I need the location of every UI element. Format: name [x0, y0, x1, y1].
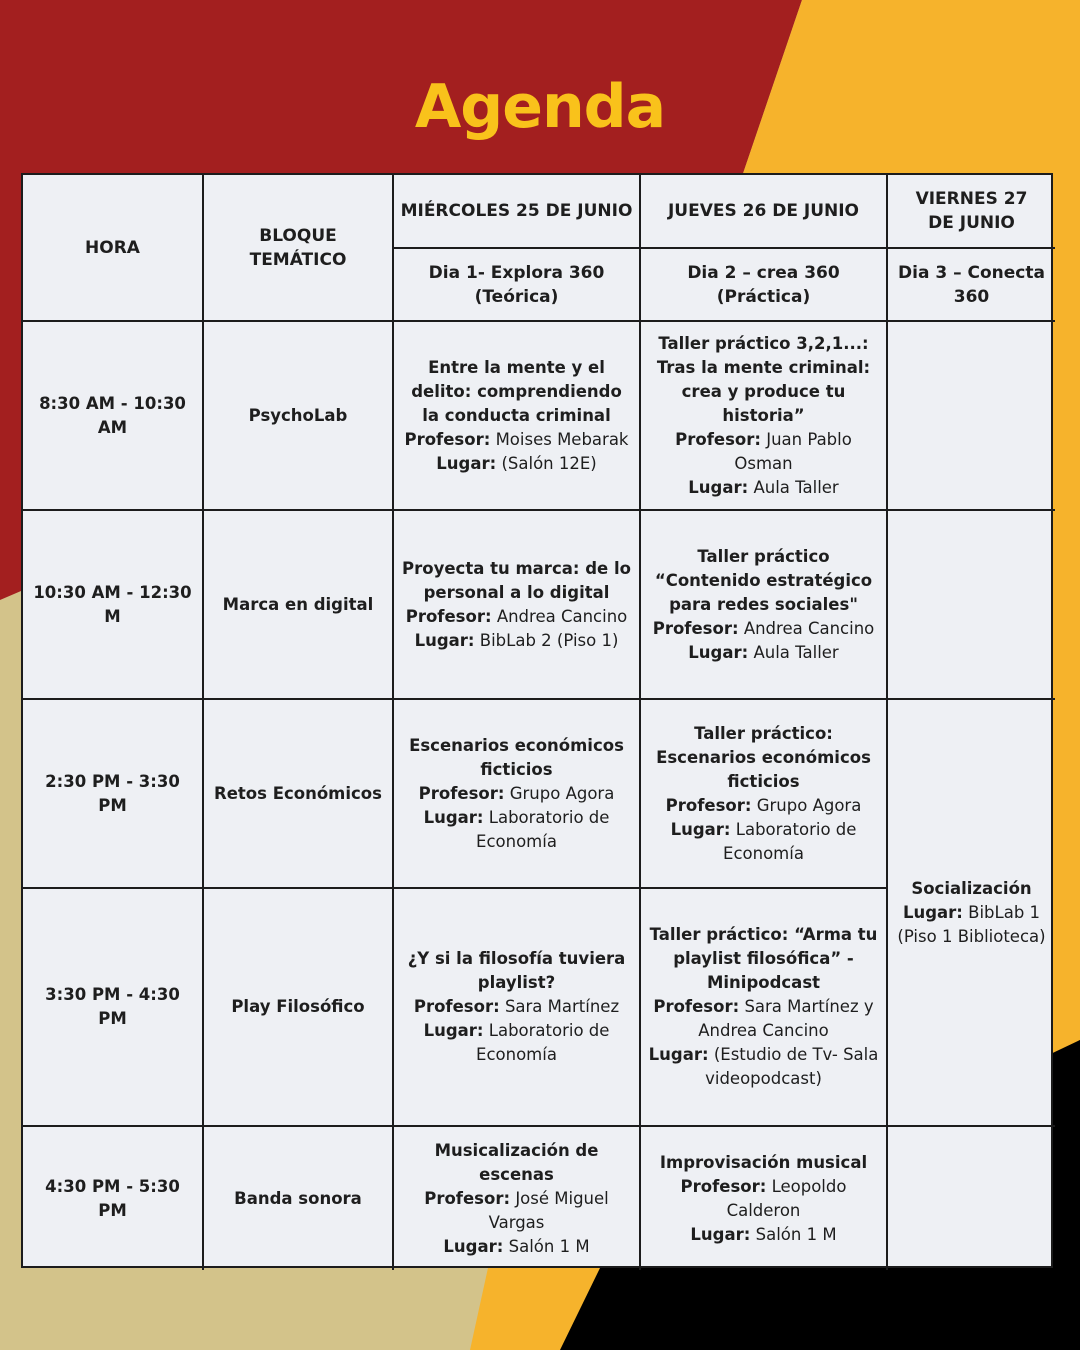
profesor-label: Profesor: [404, 429, 491, 449]
page-title: Agenda [414, 72, 666, 142]
lugar-value: Salón 1 M [508, 1236, 590, 1256]
session-cell-day1 [394, 700, 641, 889]
session-title: ¿Y si la filosofía tuviera playlist? [407, 949, 626, 992]
session-cell-day1 [394, 889, 641, 1127]
session-profesor [414, 995, 619, 1019]
lugar-value: Laboratorio de Economía [476, 1021, 610, 1064]
session-title: Taller práctico: “Arma tu playlist filosófica” - Minipodcast [649, 925, 878, 992]
session-profesor [647, 995, 880, 1043]
profesor-value: Sara Martínez [504, 997, 620, 1016]
header-hora: HORA [23, 175, 204, 322]
profesor-value: Andrea Cancino [743, 618, 875, 638]
profesor-label: Profesor: [424, 1188, 511, 1208]
session-title: Taller práctico 3,2,1...: Tras la mente criminal: crea y produce tu historia” [656, 333, 871, 425]
profesor-label: Profesor: [680, 1176, 767, 1196]
block-cell: Marca en digital [204, 511, 394, 700]
block-cell: Banda sonora [204, 1127, 394, 1270]
lugar-value: (Estudio de Tv- Sala videopodcast) [705, 1045, 879, 1088]
lugar-label: Lugar: [690, 1224, 751, 1244]
header-day1-sub: Dia 1- Explora 360 (Teórica) [394, 249, 641, 322]
session-lugar [415, 629, 619, 653]
session-title: Musicalización de escenas [434, 1140, 599, 1184]
session-lugar [443, 1235, 589, 1259]
session-profesor [419, 782, 615, 806]
session-cell-day2 [641, 1127, 888, 1270]
session-lugar [400, 806, 633, 854]
session-cell-day1 [394, 322, 641, 511]
lugar-value: Laboratorio de Economía [723, 819, 857, 863]
agenda-table [21, 173, 1053, 1268]
session-lugar [647, 1043, 880, 1091]
session-title: Proyecta tu marca: de lo personal a lo digital [402, 558, 631, 602]
profesor-value: Grupo Agora [509, 783, 615, 803]
session-cell-day2 [641, 322, 888, 511]
session-lugar [436, 452, 596, 476]
session-cell-day2 [641, 700, 888, 889]
header-day2-sub: Dia 2 – crea 360 (Práctica) [641, 249, 888, 322]
empty-cell-day3 [888, 511, 1055, 700]
profesor-label: Profesor: [413, 997, 500, 1016]
lugar-label: Lugar: [436, 453, 497, 473]
lugar-value: Laboratorio de Economía [476, 807, 610, 851]
time-cell: 8:30 AM - 10:30 AM [23, 322, 204, 511]
session-lugar [647, 818, 880, 866]
session-lugar [688, 641, 838, 665]
session-title: Improvisación musical [659, 1152, 868, 1172]
session-cell-day2 [641, 889, 888, 1127]
profesor-value: Moises Mebarak [495, 429, 629, 449]
session-profesor [653, 617, 875, 641]
header-day3: VIERNES 27 DE JUNIO [888, 175, 1055, 249]
session-title: Taller práctico “Contenido estratégico para redes sociales" [654, 546, 873, 614]
profesor-label: Profesor: [652, 618, 739, 638]
lugar-value: Salón 1 M [755, 1224, 837, 1244]
header-bloque: BLOQUE TEMÁTICO [204, 175, 394, 322]
profesor-label: Profesor: [675, 429, 761, 449]
profesor-value: Sara Martínez y Andrea Cancino [698, 997, 874, 1040]
session-cell-day1 [394, 511, 641, 700]
lugar-label: Lugar: [670, 819, 731, 839]
session-profesor [406, 605, 628, 629]
session-profesor [647, 428, 880, 476]
lugar-label: Lugar: [688, 642, 749, 662]
lugar-value: Aula Taller [753, 477, 839, 497]
session-profesor [666, 794, 862, 818]
socializacion-title: Socialización [911, 878, 1032, 898]
lugar-value: (Salón 12E) [501, 453, 597, 473]
empty-cell-day3 [888, 1127, 1055, 1270]
profesor-label: Profesor: [405, 606, 492, 626]
lugar-label: Lugar: [648, 1045, 709, 1064]
lugar-value: BibLab 1 (Piso 1 Biblioteca) [897, 902, 1046, 946]
empty-cell-day3 [888, 322, 1055, 511]
profesor-value: Andrea Cancino [496, 606, 628, 626]
profesor-label: Profesor: [665, 795, 752, 815]
lugar-label: Lugar: [902, 902, 963, 922]
session-profesor [404, 428, 628, 452]
session-cell-day1 [394, 1127, 641, 1270]
socializacion-lugar [894, 901, 1049, 949]
header-day3-sub: Dia 3 – Conecta 360 [888, 249, 1055, 322]
block-cell: Play Filosófico [204, 889, 394, 1127]
session-lugar [690, 1223, 836, 1247]
time-cell: 10:30 AM - 12:30 M [23, 511, 204, 700]
session-cell-day2 [641, 511, 888, 700]
lugar-label: Lugar: [688, 477, 749, 497]
block-cell: PsychoLab [204, 322, 394, 511]
lugar-label: Lugar: [443, 1236, 504, 1256]
lugar-label: Lugar: [423, 1021, 484, 1040]
header-day2: JUEVES 26 DE JUNIO [641, 175, 888, 249]
time-cell: 2:30 PM - 3:30 PM [23, 700, 204, 889]
lugar-label: Lugar: [414, 630, 475, 650]
socializacion-cell [888, 700, 1055, 1127]
header-day1: MIÉRCOLES 25 DE JUNIO [394, 175, 641, 249]
time-cell: 3:30 PM - 4:30 PM [23, 889, 204, 1127]
session-title: Taller práctico: Escenarios económicos ficticios [656, 723, 871, 791]
session-profesor [400, 1187, 633, 1235]
lugar-value: Aula Taller [753, 642, 839, 662]
session-title: Entre la mente y el delito: comprendiendo la conducta criminal [411, 357, 622, 425]
session-lugar [400, 1019, 633, 1067]
lugar-label: Lugar: [423, 807, 484, 827]
profesor-label: Profesor: [653, 997, 740, 1016]
lugar-value: BibLab 2 (Piso 1) [479, 630, 619, 650]
profesor-value: José Miguel Vargas [488, 1188, 609, 1232]
time-cell: 4:30 PM - 5:30 PM [23, 1127, 204, 1270]
session-title: Escenarios económicos ficticios [409, 735, 624, 779]
profesor-value: Juan Pablo Osman [734, 429, 852, 473]
profesor-value: Grupo Agora [756, 795, 862, 815]
block-cell: Retos Económicos [204, 700, 394, 889]
session-lugar [688, 476, 838, 500]
session-profesor [647, 1175, 880, 1223]
profesor-label: Profesor: [418, 783, 505, 803]
profesor-value: Leopoldo Calderon [726, 1176, 847, 1220]
